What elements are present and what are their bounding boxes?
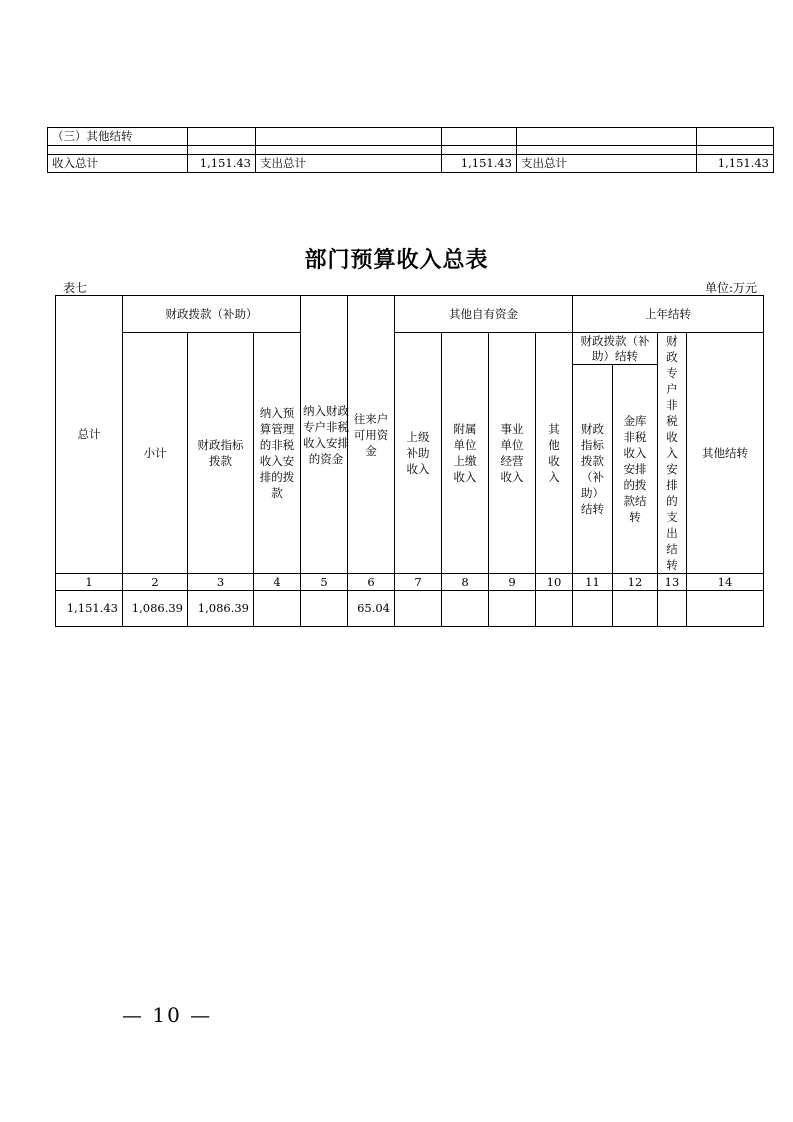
page-number: — 10 — xyxy=(122,1003,213,1027)
income-total-value: 1,151.43 xyxy=(188,155,256,173)
header-subtotal: 小计 xyxy=(123,333,188,574)
table-row xyxy=(48,146,774,155)
header-fiscal-group: 财政拨款（补助） xyxy=(123,296,301,333)
header-fiscal-indicator-text: 财政指标拨款 xyxy=(197,438,244,468)
column-number: 9 xyxy=(489,574,536,591)
page-title: 部门预算收入总表 xyxy=(304,247,489,273)
cell xyxy=(442,146,517,155)
column-number-row xyxy=(56,574,764,591)
header-row-2 xyxy=(56,333,764,365)
table-row xyxy=(48,155,774,173)
cell xyxy=(48,146,188,155)
header-special-nontax-expense-text: 财政专户非税收入安排的支出结转 xyxy=(666,334,678,572)
header-current-account-text: 往来户可用资金 xyxy=(353,411,389,458)
cell: （三）其他结转 xyxy=(48,128,188,146)
column-number: 14 xyxy=(687,574,764,591)
data-cell xyxy=(613,591,658,627)
column-number: 6 xyxy=(348,574,395,591)
cell xyxy=(256,128,442,146)
header-other-income xyxy=(536,333,573,574)
column-number: 7 xyxy=(395,574,442,591)
column-number: 5 xyxy=(301,574,348,591)
column-number: 11 xyxy=(573,574,613,591)
header-fiscal-indicator-carryover xyxy=(573,365,613,574)
header-fiscal-carryover-group-text: 财政拨款（补助）结转 xyxy=(580,333,650,363)
header-other-own-group: 其他自有资金 xyxy=(395,296,573,333)
header-treasury-nontax-carryover-text: 金库非税收入安排的拨款结转 xyxy=(623,414,647,525)
header-business-operation-text: 事业单位经营收入 xyxy=(500,422,524,484)
data-cell xyxy=(687,591,764,627)
expense-total-value-2: 1,151.43 xyxy=(697,155,774,173)
header-business-operation xyxy=(489,333,536,574)
header-row-1 xyxy=(56,296,764,333)
data-cell xyxy=(395,591,442,627)
header-special-nontax-expense xyxy=(658,333,687,574)
header-other-income-text: 其他收入 xyxy=(548,422,560,484)
expense-total-label: 支出总计 xyxy=(256,155,442,173)
budget-income-table xyxy=(55,295,764,627)
income-total-label: 收入总计 xyxy=(48,155,188,173)
header-other-carryover: 其他结转 xyxy=(687,333,764,574)
cell xyxy=(697,146,774,155)
data-cell xyxy=(489,591,536,627)
expense-total-label-2: 支出总计 xyxy=(517,155,697,173)
header-nontax-budget-text: 纳入预算管理的非税收入安排的拨款 xyxy=(259,406,295,500)
header-current-account xyxy=(348,296,395,574)
header-last-year-group: 上年结转 xyxy=(573,296,764,333)
header-special-nontax-text: 纳入财政专户非税收入安排的资金 xyxy=(303,403,349,466)
column-number: 1 xyxy=(56,574,123,591)
cell xyxy=(188,128,256,146)
header-treasury-nontax-carryover xyxy=(613,365,658,574)
cell xyxy=(697,128,774,146)
expense-total-value: 1,151.43 xyxy=(442,155,517,173)
data-cell xyxy=(658,591,687,627)
header-affiliated-unit xyxy=(442,333,489,574)
data-cell-total: 1,151.43 xyxy=(56,591,123,627)
data-cell-fiscal-indicator: 1,086.39 xyxy=(188,591,254,627)
header-nontax-budget xyxy=(254,333,301,574)
data-cell xyxy=(442,591,489,627)
data-cell-current-account: 65.04 xyxy=(348,591,395,627)
top-summary-table xyxy=(47,127,774,173)
unit-label: 单位:万元 xyxy=(704,281,757,295)
column-number: 4 xyxy=(254,574,301,591)
header-affiliated-unit-text: 附属单位上缴收入 xyxy=(453,422,477,484)
cell xyxy=(442,128,517,146)
header-fiscal-indicator-carryover-text: 财政指标拨款（补助）结转 xyxy=(581,422,604,517)
column-number: 12 xyxy=(613,574,658,591)
cell xyxy=(256,146,442,155)
data-cell xyxy=(254,591,301,627)
cell xyxy=(188,146,256,155)
table-label: 表七 xyxy=(63,281,88,295)
header-total: 总计 xyxy=(56,296,123,574)
cell xyxy=(517,146,697,155)
header-special-nontax xyxy=(301,296,348,574)
header-fiscal-indicator xyxy=(188,333,254,574)
column-number: 10 xyxy=(536,574,573,591)
header-superior-subsidy xyxy=(395,333,442,574)
column-number: 2 xyxy=(123,574,188,591)
data-cell xyxy=(301,591,348,627)
table-row xyxy=(48,128,774,146)
data-cell-subtotal: 1,086.39 xyxy=(123,591,188,627)
column-number: 3 xyxy=(188,574,254,591)
data-cell xyxy=(536,591,573,627)
cell xyxy=(517,128,697,146)
column-number: 13 xyxy=(658,574,687,591)
header-fiscal-carryover-group xyxy=(573,333,658,365)
header-superior-subsidy-text: 上级补助收入 xyxy=(406,430,430,476)
column-number: 8 xyxy=(442,574,489,591)
data-row xyxy=(56,591,764,627)
data-cell xyxy=(573,591,613,627)
